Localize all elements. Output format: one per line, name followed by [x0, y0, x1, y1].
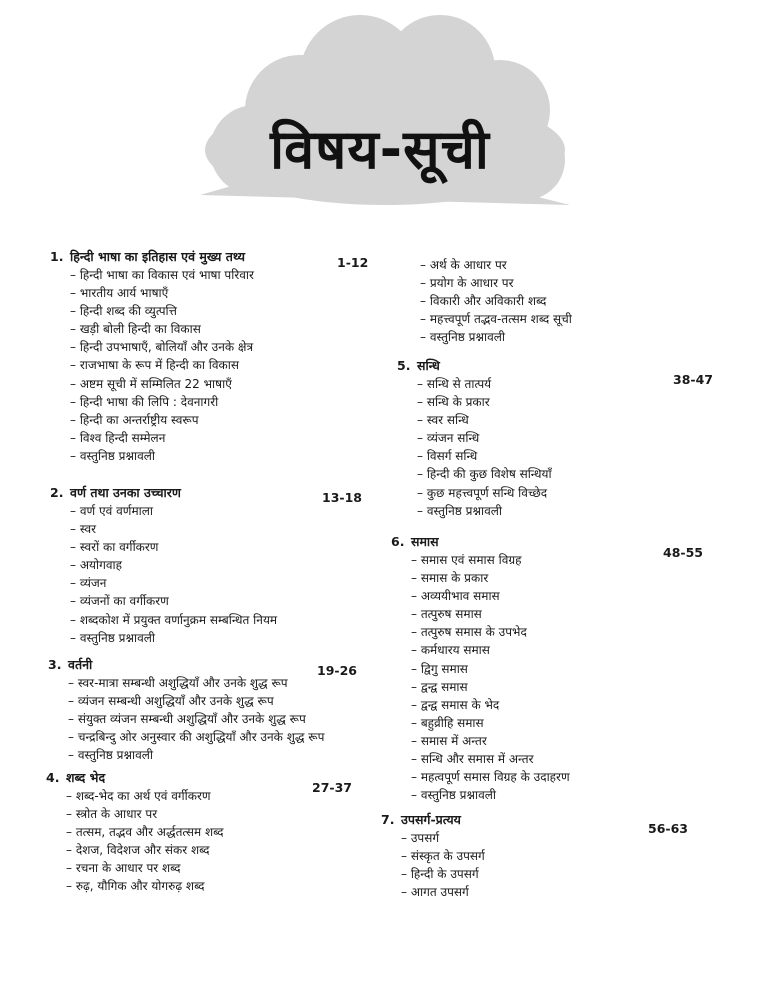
- toc-item: – तत्सम, तद्भव और अर्द्धतत्सम शब्द: [46, 823, 223, 841]
- toc-item: – शब्दकोश में प्रयुक्त वर्णानुक्रम सम्बन्धित नियम: [50, 611, 277, 629]
- toc-section: [50, 247, 254, 465]
- toc-item: – देशज, विदेशज और संकर शब्द: [46, 841, 223, 859]
- toc-item: – व्यंजन सम्बन्धी अशुद्धियाँ और उनके शुद्ध रूप: [48, 692, 324, 710]
- page-range: 19-26: [317, 663, 357, 678]
- toc-section-continued: [400, 256, 572, 346]
- page-range: 56-63: [648, 821, 688, 836]
- toc-item: – अयोगवाह: [50, 556, 277, 574]
- toc-item: – द्वन्द्व समास के भेद: [391, 696, 570, 714]
- page-range: 1-12: [337, 255, 369, 270]
- section-heading: [381, 810, 485, 829]
- toc-item: – तत्पुरुष समास के उपभेद: [391, 623, 570, 641]
- toc-item: – स्वर-मात्रा सम्बन्धी अशुद्धियाँ और उनके शुद्ध रूप: [48, 674, 324, 692]
- section-title: वर्तनी: [68, 657, 93, 672]
- toc-item: – संयुक्त व्यंजन सम्बन्धी अशुद्धियाँ और उनके शुद्ध रूप: [48, 710, 324, 728]
- page-range: 13-18: [322, 490, 362, 505]
- toc-item: – हिन्दी की कुछ विशेष सन्धियाँ: [397, 465, 552, 483]
- toc-item: – समास के प्रकार: [391, 569, 570, 587]
- section-number: 4.: [46, 770, 60, 785]
- toc-item: – वस्तुनिष्ठ प्रश्नावली: [48, 746, 324, 764]
- toc-item: – द्वन्द्व समास: [391, 678, 570, 696]
- toc-item: – राजभाषा के रूप में हिन्दी का विकास: [50, 356, 254, 374]
- page-title: विषय-सूची: [270, 118, 490, 181]
- toc-item: – प्रयोग के आधार पर: [400, 274, 572, 292]
- toc-item: – कर्मधारय समास: [391, 641, 570, 659]
- toc-item: – हिन्दी उपभाषाएँ, बोलियाँ और उनके क्षेत्र: [50, 338, 254, 356]
- toc-section: [381, 810, 485, 901]
- section-number: 1.: [50, 249, 64, 264]
- toc-item: – रुढ़, यौगिक और योगरुढ़ शब्द: [46, 877, 223, 895]
- section-heading: [397, 356, 552, 375]
- toc-item: – विकारी और अविकारी शब्द: [400, 292, 572, 310]
- toc-item: – अष्टम सूची में सम्मिलित 22 भाषाएँ: [50, 375, 254, 393]
- toc-item: – महत्त्वपूर्ण तद्भव-तत्सम शब्द सूची: [400, 310, 572, 328]
- section-number: 3.: [48, 657, 62, 672]
- section-title: सन्धि: [417, 358, 440, 373]
- toc-item: – तत्पुरुष समास: [391, 605, 570, 623]
- toc-section: [46, 768, 223, 896]
- toc-item: – खड़ी बोली हिन्दी का विकास: [50, 320, 254, 338]
- toc-item: – भारतीय आर्य भाषाएँ: [50, 284, 254, 302]
- toc-item: – अव्ययीभाव समास: [391, 587, 570, 605]
- toc-item: – हिन्दी के उपसर्ग: [381, 865, 485, 883]
- toc-item: – सन्धि से तात्पर्य: [397, 375, 552, 393]
- toc-item: – उपसर्ग: [381, 829, 485, 847]
- section-title: समास: [411, 534, 439, 549]
- section-heading: [50, 247, 254, 266]
- toc-item: – समास में अन्तर: [391, 732, 570, 750]
- toc-item: – हिन्दी भाषा का विकास एवं भाषा परिवार: [50, 266, 254, 284]
- toc-item: – स्वर: [50, 520, 277, 538]
- toc-item: – वस्तुनिष्ठ प्रश्नावली: [391, 786, 570, 804]
- toc-item: – बहुव्रीहि समास: [391, 714, 570, 732]
- section-title: हिन्दी भाषा का इतिहास एवं मुख्य तथ्य: [70, 249, 245, 264]
- toc-item: – शब्द-भेद का अर्थ एवं वर्गीकरण: [46, 787, 223, 805]
- toc-item: – विसर्ग सन्धि: [397, 447, 552, 465]
- toc-item: – स्वरों का वर्गीकरण: [50, 538, 277, 556]
- toc-section: [48, 655, 324, 764]
- toc-item: – अर्थ के आधार पर: [400, 256, 572, 274]
- toc-item: – महत्वपूर्ण समास विग्रह के उदाहरण: [391, 768, 570, 786]
- section-number: 6.: [391, 534, 405, 549]
- toc-item: – वस्तुनिष्ठ प्रश्नावली: [400, 328, 572, 346]
- toc-item: – स्वर सन्धि: [397, 411, 552, 429]
- section-number: 5.: [397, 358, 411, 373]
- page-range: 27-37: [312, 780, 352, 795]
- section-heading: [46, 768, 223, 787]
- toc-item: – वस्तुनिष्ठ प्रश्नावली: [397, 502, 552, 520]
- section-number: 2.: [50, 485, 64, 500]
- toc-section: [391, 532, 570, 804]
- toc-section: [397, 356, 552, 520]
- toc-item: – हिन्दी शब्द की व्युत्पत्ति: [50, 302, 254, 320]
- toc-section: [50, 483, 277, 647]
- toc-item: – रचना के आधार पर शब्द: [46, 859, 223, 877]
- toc-item: – विश्व हिन्दी सम्मेलन: [50, 429, 254, 447]
- toc-item: – व्यंजन सन्धि: [397, 429, 552, 447]
- toc-item: – व्यंजनों का वर्गीकरण: [50, 592, 277, 610]
- section-heading: [391, 532, 570, 551]
- toc-item: – कुछ महत्त्वपूर्ण सन्धि विच्छेद: [397, 484, 552, 502]
- toc-item: – सन्धि और समास में अन्तर: [391, 750, 570, 768]
- section-number: 7.: [381, 812, 395, 827]
- toc-item: – सन्धि के प्रकार: [397, 393, 552, 411]
- section-title: वर्ण तथा उनका उच्चारण: [70, 485, 181, 500]
- section-title: उपसर्ग-प्रत्यय: [401, 812, 461, 827]
- toc-item: – वस्तुनिष्ठ प्रश्नावली: [50, 447, 254, 465]
- toc-item: – वर्ण एवं वर्णमाला: [50, 502, 277, 520]
- toc-item: – आगत उपसर्ग: [381, 883, 485, 901]
- toc-item: – स्त्रोत के आधार पर: [46, 805, 223, 823]
- section-heading: [48, 655, 324, 674]
- toc-item: – द्विगु समास: [391, 660, 570, 678]
- toc-item: – व्यंजन: [50, 574, 277, 592]
- toc-item: – हिन्दी भाषा की लिपि : देवनागरी: [50, 393, 254, 411]
- page-range: 38-47: [673, 372, 713, 387]
- toc-item: – संस्कृत के उपसर्ग: [381, 847, 485, 865]
- section-title: शब्द भेद: [66, 770, 106, 785]
- toc-item: – समास एवं समास विग्रह: [391, 551, 570, 569]
- section-heading: [50, 483, 277, 502]
- toc-item: – हिन्दी का अन्तर्राष्ट्रीय स्वरूप: [50, 411, 254, 429]
- toc-item: – चन्द्रबिन्दु ओर अनुस्वार की अशुद्धियाँ और उनके शुद्ध रूप: [48, 728, 324, 746]
- page-range: 48-55: [663, 545, 703, 560]
- toc-item: – वस्तुनिष्ठ प्रश्नावली: [50, 629, 277, 647]
